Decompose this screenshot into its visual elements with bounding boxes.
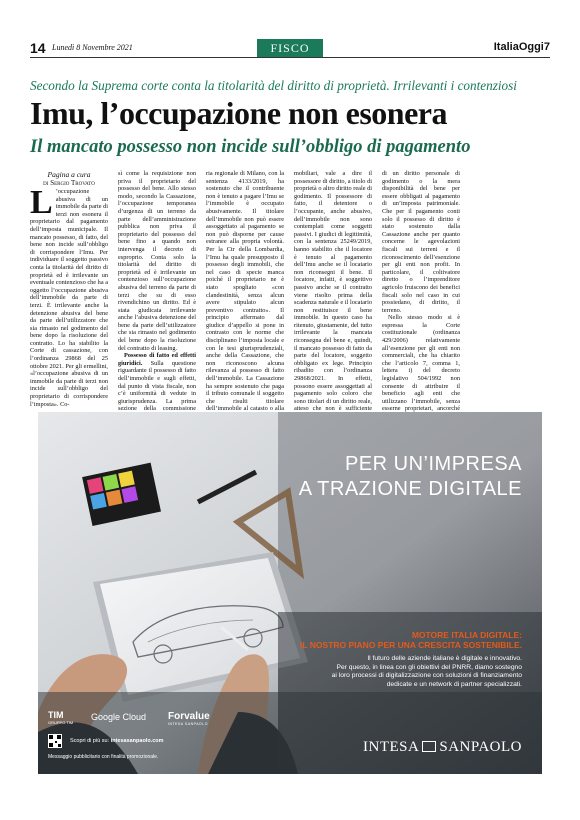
- tim-logo: TIM GRUPPO TIM: [48, 710, 74, 725]
- article-column-2: [118, 170, 196, 413]
- paragraph: mobiliari, vale a dire il possessore di diritto, a titolo di proprietà o altro diritto reale di godimento. Il possessore di fatto, il detentore o l’occupante, anche abusivo, dell’immobile non sono contemplati come soggetti passivi. I giudici di legittimità, con la sentenza 25249/2019, hanno stabilito che il locatore è tenuto al pagamento dell’Imu anche se il locatario non riconsegni il bene. Il locatore, infatti, è soggettivo passivo anche se il contratto viene risolto prima della scadenza naturale e il locatario non restituisce il bene immobile. In questo caso ha ritenuto, giustamente, del tutto irrilevante la mancata riconsegna del bene e, quindi, il mancato possesso di fatto da parte del locatore, soggetto obbligato ex lege. Principio ribadito con l’ordinanza 29868/2021. In effetti, possono essere assoggettati al pagamento solo coloro che sono titolari di un diritto reale, atteso che non è sufficiente: [294, 170, 372, 413]
- page-header: [30, 42, 550, 58]
- page-number: 14: [30, 40, 46, 56]
- byline-author: di Sergio Trovato: [43, 179, 95, 187]
- paragraph: di un diritto personale di godimento o la mera disponibilità del bene per essere obbligati al pagamento di un’imposta patrimoniale. Che per il pagamento conti solo il possesso di diritto è stato sostenuto dalla Cassazione anche per quanto concerne le agevolazioni fiscali sui terreni e il riconoscimento dell’esenzione per gli enti non profit. In particolare, il coltivatore diretto o l’imprenditore agricolo fruiscono dei benefici fiscali solo nel caso in cui possiedano, di diritto, il terreno.: [382, 170, 460, 314]
- paragraph: sì come la requisizione non priva il proprietario del possesso del bene. Allo stesso modo, secondo la Cassazione, l’occupazione temporanea d’urgenza di un terreno da parte dell’amministrazione pubblica non priva il proprietario del possesso del bene fino a quando non intervenga il decreto di esproprio. Conta solo la titolarità del diritto di proprietà ed è irrilevante un contenzioso sull’occupazione abusiva del terreno da parte di terzi che su di esso rivendichino un diritto. Ed è stata giudicata irrilevante anche l’abusiva detenzione del bene da parte dell’utilizzatore che sia rimasto nel godimento del bene dopo la risoluzione del contratto di leasing.: [118, 170, 196, 352]
- ad-url[interactable]: intesasanpaolo.com: [110, 738, 164, 744]
- advertisement[interactable]: [38, 412, 542, 774]
- bank-mark-icon: [422, 741, 436, 752]
- ad-link-text[interactable]: Scopri di più su: intesasanpaolo.com: [70, 738, 164, 744]
- intesa-sanpaolo-logo: INTESA SANPAOLO: [363, 739, 522, 755]
- qr-code-icon[interactable]: [48, 734, 62, 748]
- paragraph-lead: Possesso di fatto ed effetti giuridici.: [118, 352, 196, 367]
- article-kicker: Secondo la Suprema corte conta la titolarità del diritto di proprietà. Irrilevanti i contenziosi: [30, 78, 517, 93]
- article-column-3: [206, 170, 284, 413]
- article-body: [30, 170, 550, 413]
- paragraph: L ’occupazione abusiva di un immobile da parte di terzi non esonera il proprietario dal pagamento dell’imposta municipale. Il mancato possesso, di fatto, del bene non incide sull’obbligo di corrispondere l’Imu. Per individuare il soggetto passivo conta la titolarità del diritto di proprietà ed è irrilevante un eventuale contenzioso che ha a oggetto l’occupazione abusiva dell’immobile da parte di terzi. È irrilevante anche la detenzione abusiva del bene da parte dell’utilizzatore che sia rimasto nel godimento del bene dopo la risoluzione del contratto. Lo ha stabilito la Corte di cassazione, con l’ordinanza 29868 del 25 ottobre 2021. Per gli ermellini, «l’occupazione abusiva di un immobile da parte di terzi non incide sull’obbligo del proprietario di corrispondere l’imposta». Co-: [30, 184, 108, 408]
- partner-logos: [48, 710, 268, 732]
- article-column-4: [294, 170, 372, 413]
- google-cloud-logo: Google Cloud: [91, 712, 147, 722]
- byline-prefix: Pagina a cura: [47, 170, 91, 179]
- article-column-1: [30, 170, 108, 408]
- publication-logo: ItaliaOggi7: [493, 41, 550, 53]
- paragraph: Nello stesso modo si è espressa la Corte costituzionale (ordinanza 429/2006) relativamente all’esenzione per gli enti non commerciali, che ha chiarito che l’articolo 7, comma 1, lettera i) del decreto legislativo 504/1992 non consente di attribuire il beneficio agli enti che utilizzano l’immobile, senza esserne proprietari, ancorché: [382, 314, 460, 413]
- article-title: Imu, l’occupazione non esonera: [30, 95, 447, 131]
- paragraph: ria regionale di Milano, con la sentenza 4133/2019, ha sostenuto che il contribuente non è tenuto a pagare l’Imu se l’immobile è occupato abusivamente. Il titolare dell’immobile non può essere assoggettato al pagamento se non può disporne per cause estranee alla propria volontà. Per la Ctr della Lombardia, l’Imu ha quale presupposto il possesso degli immobili, che nel caso di specie manca poiché il proprietario ne è stato spogliato «con clandestinità, senza alcun avere stipulato alcun preventivo contratto». Il principio affermato dal giudice d’appello si pone in contrasto con le norme che disciplinano l’imposta locale e con le tesi giurisprudenziali, anche della Cassazione, che non riconoscono alcuna rilevanza al possesso di fatto dell’immobile. La Cassazione ha sempre sostenuto che paga il tributo comunale il soggetto che risulti titolare dell’immobile al catasto o alla: [206, 170, 284, 413]
- paragraph: Possesso di fatto ed effetti giuridici. Sulla questione riguardante il possesso di fatto dell’immobile e sugli effetti, dal punto di vista fiscale, non c’è uniformità di vedute in giurisprudenza. La prima sezione della commissione: [118, 352, 196, 413]
- section-label: FISCO: [257, 39, 323, 57]
- ad-disclaimer: Messaggio pubblicitario con finalità promozionale.: [48, 754, 159, 760]
- ad-body-copy: Il futuro delle aziende italiane è digitale e innovativo. Per questo, in linea con gli obiettivi del PNRR, diamo sostegno ai loro processi di digitalizzazione con soluzioni di finanziamento dedicate e un network di partner specializzati.: [331, 655, 522, 688]
- article-column-5: [382, 170, 460, 413]
- article-subtitle: Il mancato possesso non incide sull’obbligo di pagamento: [30, 137, 471, 157]
- issue-date: Lunedì 8 Novembre 2021: [52, 43, 133, 52]
- ad-subheadline: MOTORE ITALIA DIGITALE: IL NOSTRO PIANO PER UNA CRESCITA SOSTENIBILE.: [300, 630, 522, 650]
- drop-cap: L: [30, 184, 53, 221]
- forvalue-logo: Forvalue INTESA SANPAOLO: [168, 711, 210, 726]
- ad-headline: PER UN’IMPRESA A TRAZIONE DIGITALE: [298, 453, 522, 500]
